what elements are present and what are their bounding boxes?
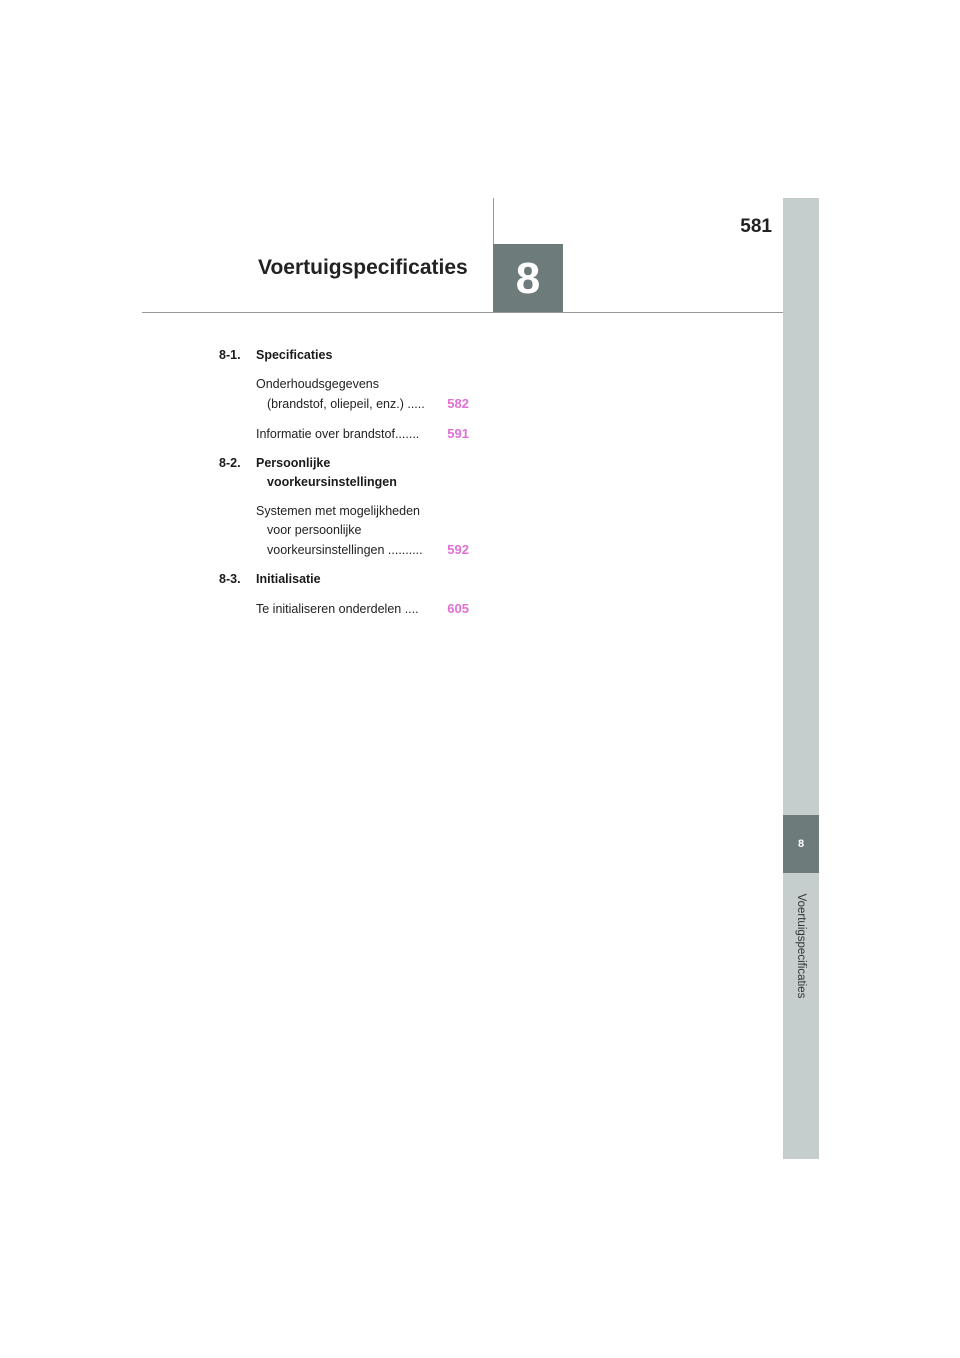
toc-section-8-3: 8-3. Initialisatie — [219, 572, 321, 586]
page-link-582[interactable]: 582 — [447, 396, 469, 411]
chapter-number-box: 8 — [493, 244, 563, 313]
toc-entry-systemen[interactable]: Systemen met mogelijkheden voor persoonlijke voorkeursinstellingen .......... 592 — [256, 504, 469, 557]
chapter-title: Voertuigspecificaties — [258, 256, 468, 279]
toc-entry-informatie-brandstof[interactable]: Informatie over brandstof....... 591 — [256, 426, 469, 441]
page-link-605[interactable]: 605 — [447, 601, 469, 616]
toc-section-8-2: 8-2. Persoonlijke voorkeursinstellingen — [219, 456, 397, 489]
toc-entry-onderhoudsgegevens[interactable]: Onderhoudsgegevens (brandstof, oliepeil, enz.) ..... 582 — [256, 377, 469, 411]
side-tab-number[interactable]: 8 — [783, 815, 819, 873]
header-rule — [142, 312, 784, 313]
side-tab — [783, 198, 819, 1159]
page-number: 581 — [740, 216, 772, 237]
toc-entry-initialiseren[interactable]: Te initialiseren onderdelen .... 605 — [256, 601, 469, 616]
toc-section-8-1: 8-1. Specificaties — [219, 348, 333, 362]
page-link-591[interactable]: 591 — [447, 426, 469, 441]
vertical-divider — [493, 198, 494, 244]
page-link-592[interactable]: 592 — [447, 542, 469, 557]
table-of-contents — [219, 346, 469, 629]
side-tab-label: Voertuigspecificaties — [795, 893, 807, 999]
